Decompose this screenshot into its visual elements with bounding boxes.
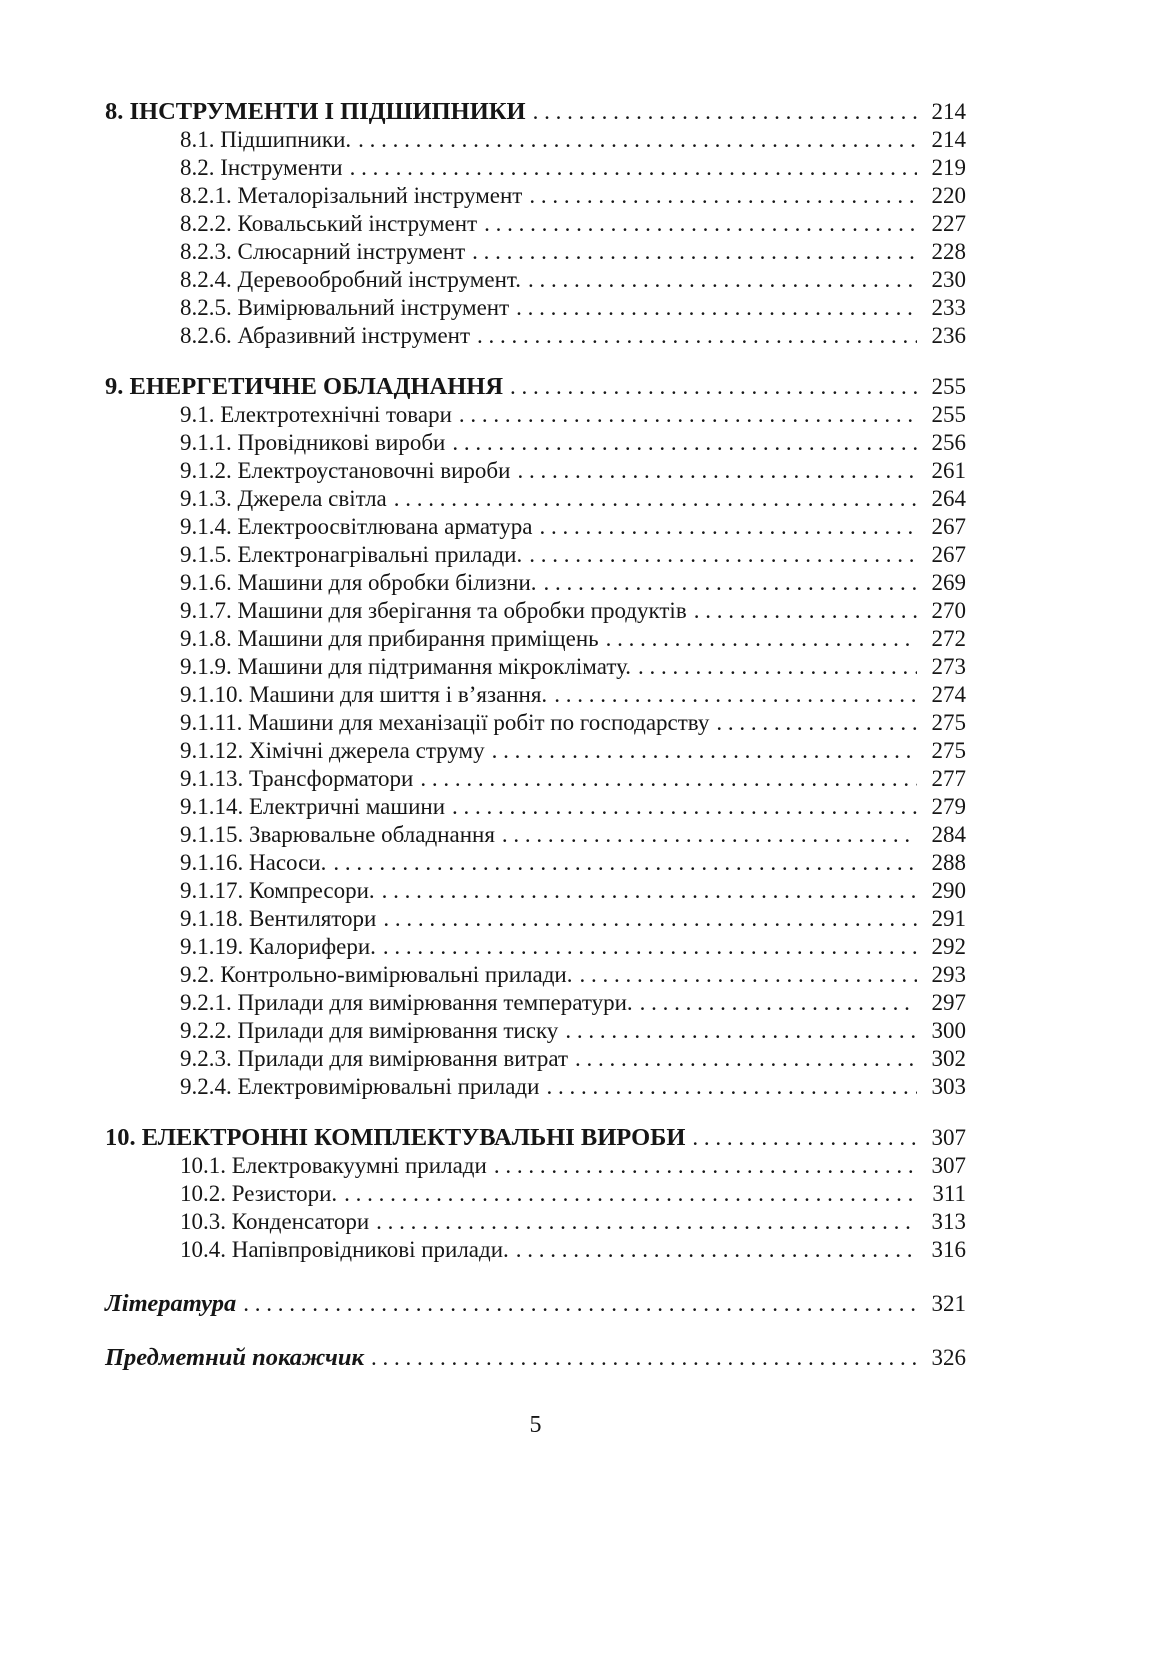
dot-leader — [510, 373, 917, 401]
toc-entry-label: 10.2. Резистори. — [180, 1181, 338, 1206]
dot-leader — [692, 1124, 917, 1152]
toc-entry — [105, 1180, 966, 1208]
toc-entry-label: 9.1.12. Хімічні джерела струму — [180, 738, 485, 763]
dot-leader — [477, 322, 917, 350]
toc-entry — [105, 625, 966, 653]
toc-entry-page: 219 — [931, 155, 966, 180]
toc-entry — [105, 1344, 966, 1372]
toc-entry-label: 8.2.5. Вимірювальний інструмент — [180, 295, 510, 320]
toc-entry-page: 288 — [931, 850, 966, 875]
toc-entry-label: 9.2.4. Електровимірювальні прилади — [180, 1074, 540, 1099]
toc-entry-page: 279 — [931, 794, 966, 819]
toc-entry-label: 8.2.1. Металорізальний інструмент — [180, 183, 523, 208]
toc-entry — [105, 849, 966, 877]
toc-entry — [105, 1152, 966, 1180]
toc-entry — [105, 154, 966, 182]
toc-entry-label: 8.2.2. Ковальський інструмент — [180, 211, 478, 236]
toc-entry-label: 9.1.9. Машини для підтримання мікроклімату. — [180, 654, 632, 679]
toc-entry — [105, 1124, 966, 1152]
dot-leader — [420, 765, 917, 793]
dot-leader — [517, 457, 917, 485]
toc-entry-page: 307 — [931, 1153, 966, 1178]
toc-entry — [105, 821, 966, 849]
dot-leader — [533, 98, 917, 126]
toc-entry-page: 228 — [931, 239, 966, 264]
toc-entry-label: 9.1.7. Машини для зберігання та обробки продуктів — [180, 598, 687, 623]
dot-leader — [716, 709, 917, 737]
toc-entry-label: 9.2.2. Прилади для вимірювання тиску — [180, 1018, 559, 1043]
toc-entry-page: 270 — [931, 598, 966, 623]
dot-leader — [382, 877, 917, 905]
toc-list — [105, 98, 966, 1372]
toc-entry-page: 313 — [931, 1209, 966, 1234]
toc-entry-label: 9.1.13. Трансформатори — [180, 766, 414, 791]
toc-entry-label: 9.1.14. Електричні машини — [180, 794, 446, 819]
dot-leader — [344, 1180, 917, 1208]
toc-entry-label: 9.1.11. Машини для механізації робіт по господарству — [180, 710, 710, 735]
toc-entry-label: 8.2.4. Деревообробний інструмент. — [180, 267, 521, 292]
toc-entry-page: 214 — [931, 99, 966, 124]
toc-entry-page: 275 — [931, 710, 966, 735]
toc-entry-page: 292 — [931, 934, 966, 959]
toc-entry — [105, 98, 966, 126]
dot-leader — [376, 1208, 917, 1236]
dot-leader — [565, 1017, 917, 1045]
toc-entry-label: 10.1. Електровакуумні прилади — [180, 1153, 487, 1178]
toc-entry-page: 267 — [931, 542, 966, 567]
toc-entry-label: 9.1.16. Насоси. — [180, 850, 327, 875]
toc-entry — [105, 709, 966, 737]
toc-entry — [105, 513, 966, 541]
dot-leader — [516, 294, 917, 322]
toc-entry-label: 8.1. Підшипники. — [180, 127, 352, 152]
toc-entry — [105, 457, 966, 485]
toc-entry-label: 9.1.17. Компресори. — [180, 878, 375, 903]
toc-entry-page: 277 — [931, 766, 966, 791]
toc-entry-page: 297 — [931, 990, 966, 1015]
toc-entry — [105, 597, 966, 625]
toc-entry-label: 9.2.3. Прилади для вимірювання витрат — [180, 1046, 569, 1071]
toc-entry-label: 9.1.8. Машини для прибирання приміщень — [180, 626, 599, 651]
toc-entry — [105, 1073, 966, 1101]
dot-leader — [371, 1344, 917, 1372]
dot-leader — [452, 793, 917, 821]
dot-leader — [544, 569, 917, 597]
toc-entry-page: 256 — [931, 430, 966, 455]
toc-entry-page: 290 — [931, 878, 966, 903]
toc-entry-page: 261 — [931, 458, 966, 483]
dot-leader — [494, 1152, 917, 1180]
toc-entry — [105, 541, 966, 569]
toc-entry-label: 9.1.3. Джерела світла — [180, 486, 387, 511]
toc-entry — [105, 1290, 966, 1318]
dot-leader — [452, 429, 917, 457]
toc-entry — [105, 1045, 966, 1073]
toc-entry-label: 9.2.1. Прилади для вимірювання температури. — [180, 990, 633, 1015]
toc-entry-page: 236 — [931, 323, 966, 348]
dot-leader — [606, 625, 917, 653]
toc-entry-page: 269 — [931, 570, 966, 595]
toc-entry — [105, 373, 966, 401]
toc-entry — [105, 681, 966, 709]
dot-leader — [383, 933, 917, 961]
toc-entry-page: 267 — [931, 514, 966, 539]
dot-leader — [575, 1045, 917, 1073]
toc-entry-page: 291 — [931, 906, 966, 931]
toc-entry — [105, 238, 966, 266]
toc-entry — [105, 765, 966, 793]
toc-entry — [105, 1236, 966, 1264]
toc-entry-label: 9.1.10. Машини для шиття і в’язання. — [180, 682, 548, 707]
toc-entry — [105, 266, 966, 294]
toc-entry — [105, 429, 966, 457]
toc-entry-label: 9.1.5. Електронагрівальні прилади. — [180, 542, 523, 567]
dot-leader — [383, 905, 917, 933]
dot-leader — [546, 1073, 917, 1101]
toc-entry — [105, 569, 966, 597]
dot-leader — [529, 182, 917, 210]
toc-entry — [105, 485, 966, 513]
toc-entry-page: 307 — [931, 1125, 966, 1150]
dot-leader — [502, 821, 917, 849]
toc-entry — [105, 961, 966, 989]
toc-entry — [105, 210, 966, 238]
page-footer — [105, 1412, 966, 1439]
toc-entry — [105, 905, 966, 933]
toc-entry-page: 302 — [931, 1046, 966, 1071]
toc-entry — [105, 182, 966, 210]
toc-entry-label: 10.3. Конденсатори — [180, 1209, 370, 1234]
toc-entry — [105, 1017, 966, 1045]
dot-leader — [638, 653, 917, 681]
toc-entry-label: 9.1.4. Електроосвітлювана арматура — [180, 514, 533, 539]
toc-entry-label: 10.4. Напівпровідникові прилади. — [180, 1237, 509, 1262]
toc-entry-label: 8. ІНСТРУМЕНТИ І ПІДШИПНИКИ — [105, 98, 526, 125]
toc-entry — [105, 989, 966, 1017]
toc-entry-page: 284 — [931, 822, 966, 847]
toc-entry-label: 9.1.15. Зварювальне обладнання — [180, 822, 495, 847]
toc-entry-page: 230 — [931, 267, 966, 292]
toc-entry-label: 9.1.2. Електроустановочні вироби — [180, 458, 511, 483]
toc-entry-page: 255 — [931, 402, 966, 427]
toc-entry-page: 272 — [931, 626, 966, 651]
dot-leader — [492, 737, 917, 765]
toc-entry-page: 274 — [931, 682, 966, 707]
toc-entry-page: 293 — [931, 962, 966, 987]
dot-leader — [459, 401, 917, 429]
toc-entry-page: 220 — [931, 183, 966, 208]
toc-entry — [105, 933, 966, 961]
toc-entry-page: 273 — [931, 654, 966, 679]
dot-leader — [484, 210, 917, 238]
toc-entry-page: 316 — [931, 1237, 966, 1262]
toc-entry-label: 9.1.19. Калорифери. — [180, 934, 376, 959]
toc-entry — [105, 653, 966, 681]
dot-leader — [472, 238, 917, 266]
dot-leader — [554, 681, 917, 709]
toc-entry-label: 8.2.3. Слюсарний інструмент — [180, 239, 466, 264]
dot-leader — [516, 1236, 917, 1264]
dot-leader — [640, 989, 917, 1017]
toc-entry-page: 255 — [931, 374, 966, 399]
dot-leader — [529, 541, 917, 569]
toc-entry-page: 300 — [931, 1018, 966, 1043]
dot-leader — [694, 597, 917, 625]
toc-entry-label: 10. ЕЛЕКТРОННІ КОМПЛЕКТУВАЛЬНІ ВИРОБИ — [105, 1124, 686, 1151]
toc-entry — [105, 401, 966, 429]
toc-entry-label: 9.1.18. Вентилятори — [180, 906, 377, 931]
dot-leader — [333, 849, 917, 877]
toc-entry-label: 9.1. Електротехнічні товари — [180, 402, 452, 427]
footer-page-number: 5 — [529, 1412, 542, 1438]
toc-entry-page: 214 — [931, 127, 966, 152]
toc-entry-label: 9.2. Контрольно-вимірювальні прилади. — [180, 962, 573, 987]
toc-entry-page: 264 — [931, 486, 966, 511]
toc-entry — [105, 126, 966, 154]
toc-entry-label: Література — [105, 1290, 237, 1317]
toc-entry-label: 8.2. Інструменти — [180, 155, 343, 180]
dot-leader — [539, 513, 917, 541]
toc-entry-label: 9. ЕНЕРГЕТИЧНЕ ОБЛАДНАННЯ — [105, 373, 504, 400]
toc-entry-label: 9.1.1. Провідникові вироби — [180, 430, 446, 455]
toc-entry-page: 326 — [931, 1345, 966, 1370]
dot-leader — [394, 485, 917, 513]
toc-entry-page: 321 — [931, 1291, 966, 1316]
toc-entry — [105, 1208, 966, 1236]
toc-entry — [105, 294, 966, 322]
toc-entry-label: Предметний покажчик — [105, 1344, 364, 1371]
dot-leader — [528, 266, 917, 294]
toc-entry-page: 303 — [931, 1074, 966, 1099]
dot-leader — [579, 961, 917, 989]
toc-entry — [105, 322, 966, 350]
dot-leader — [350, 154, 917, 182]
dot-leader — [358, 126, 917, 154]
toc-entry-page: 311 — [932, 1181, 966, 1206]
toc-entry-page: 275 — [931, 738, 966, 763]
toc-entry-page: 227 — [931, 211, 966, 236]
toc-entry-label: 8.2.6. Абразивний інструмент — [180, 323, 471, 348]
toc-entry-page: 233 — [931, 295, 966, 320]
dot-leader — [243, 1290, 917, 1318]
toc-entry — [105, 877, 966, 905]
toc-entry-label: 9.1.6. Машини для обробки білизни. — [180, 570, 537, 595]
toc-entry — [105, 793, 966, 821]
toc-entry — [105, 737, 966, 765]
